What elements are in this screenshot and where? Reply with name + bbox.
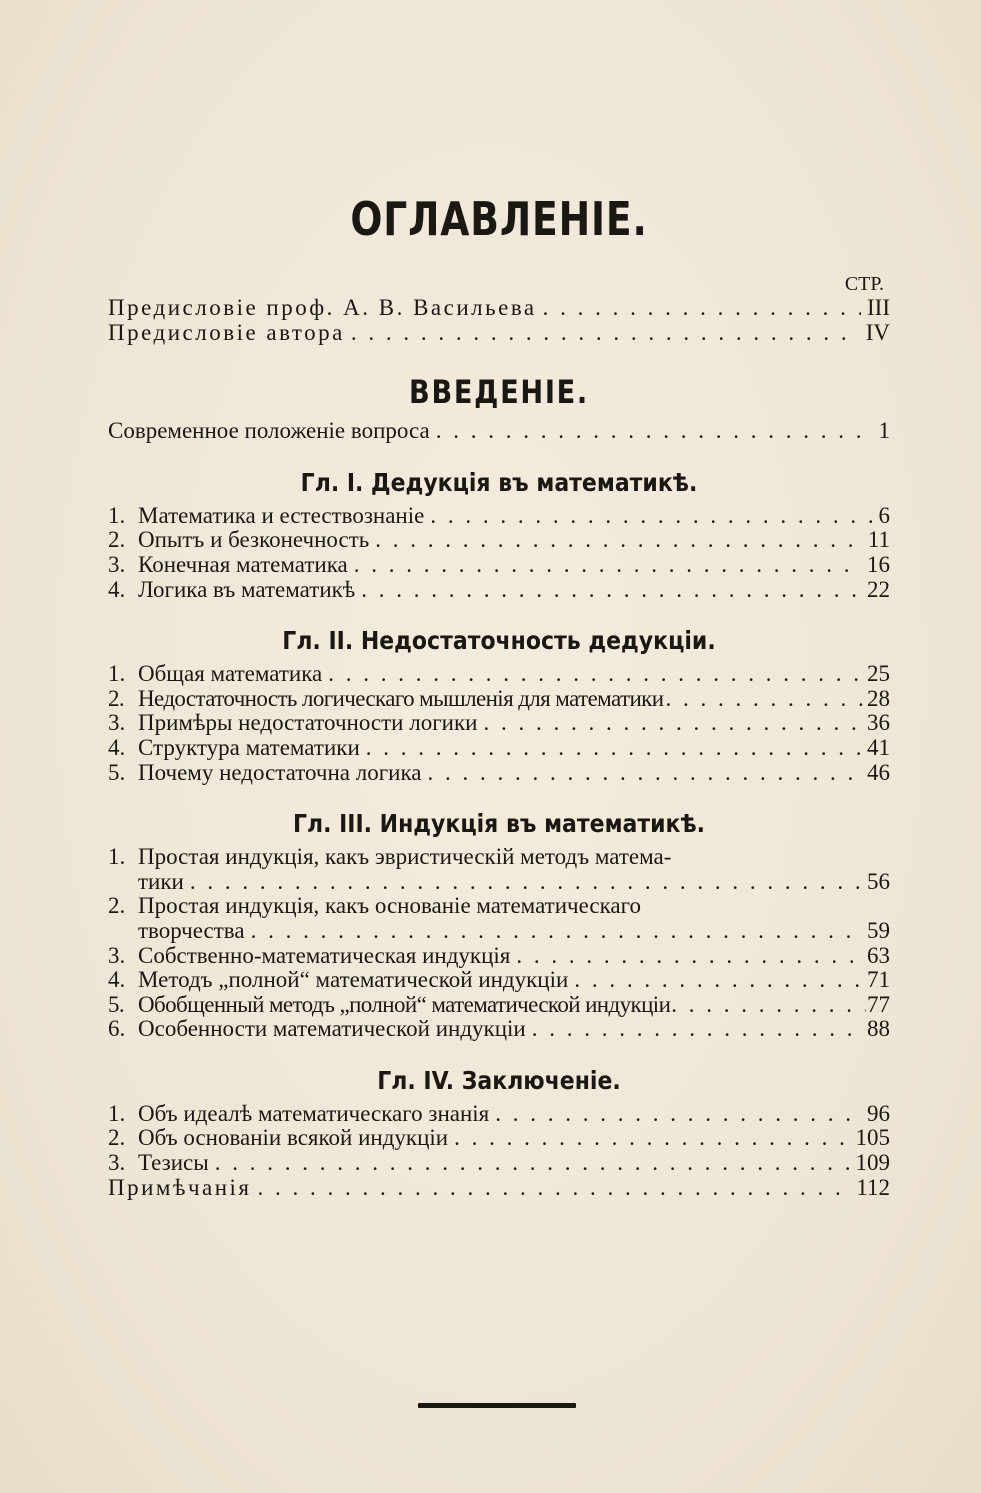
entry-number: 4. <box>108 967 126 993</box>
entry-number: 1. <box>108 661 126 687</box>
entry-number: 4. <box>108 576 126 602</box>
entry-title: Особенности математической индукціи <box>138 1016 526 1042</box>
toc-entry[interactable] <box>108 736 890 761</box>
page-title: ОГЛАВЛЕНІЕ. <box>350 192 648 246</box>
page-number: 96 <box>867 1100 890 1126</box>
leader-dots <box>430 504 872 529</box>
page-number: 112 <box>856 1174 890 1200</box>
entry-number: 2. <box>108 893 126 919</box>
page-number: 41 <box>867 734 890 760</box>
front-matter-list <box>108 296 890 345</box>
toc-entry[interactable] <box>108 1151 890 1176</box>
entry-title: Тезисы <box>138 1150 209 1176</box>
page-number: 71 <box>867 967 890 993</box>
leader-dots <box>436 419 873 444</box>
page-number: 63 <box>867 942 890 968</box>
leader-dots <box>351 321 860 346</box>
toc-entry[interactable] <box>108 553 890 578</box>
toc-entry[interactable] <box>108 1176 890 1201</box>
page-number: 6 <box>878 502 890 528</box>
toc-entry[interactable] <box>108 662 890 687</box>
page-number: 88 <box>867 1016 890 1042</box>
entry-title: Собственно-математическая индукція <box>138 942 511 968</box>
entry-title: Структура математики <box>138 734 360 760</box>
leader-dots <box>258 1176 851 1201</box>
entry-number: 2. <box>108 527 126 553</box>
entry-title: Почему недостаточна логика <box>138 759 422 785</box>
entry-title: Предисловіе автора <box>108 319 345 345</box>
toc-entry[interactable] <box>108 321 890 346</box>
chapter-heading: Гл. I. Дедукція въ математикѣ. <box>300 467 698 497</box>
leader-dots <box>361 578 861 603</box>
page-number: 59 <box>867 917 890 943</box>
chapter-list <box>108 504 890 602</box>
entry-title: Опытъ и безконечность <box>138 527 370 553</box>
leader-dots <box>215 1151 850 1176</box>
entry-number: 6. <box>108 1016 126 1042</box>
page-number: 22 <box>867 576 890 602</box>
page-number: 105 <box>855 1125 890 1151</box>
leader-dots <box>375 528 862 553</box>
chapter-heading: Гл. III. Индукція въ математикѣ. <box>292 809 706 839</box>
entry-title: Методъ „полной“ математической индукціи <box>138 967 569 993</box>
entry-number: 2. <box>108 685 125 711</box>
toc-entry[interactable] <box>108 711 890 736</box>
entry-number: 2. <box>108 1125 126 1151</box>
leader-dots <box>574 968 861 993</box>
page-number: 1 <box>878 418 890 444</box>
page-number: 28 <box>867 685 890 711</box>
toc-entry[interactable] <box>108 1017 890 1042</box>
leader-dots <box>454 1126 849 1151</box>
leader-dots <box>665 687 865 712</box>
chapter-list <box>108 1102 890 1200</box>
entry-title: Обобщенный методъ „полной“ математической индукціи <box>138 991 671 1017</box>
entry-title: Объ основаніи всякой индукціи <box>138 1125 449 1151</box>
page-number: 11 <box>867 527 890 553</box>
toc-entry[interactable] <box>108 845 890 894</box>
entry-number: 1. <box>108 1100 126 1126</box>
toc-entry[interactable] <box>108 944 890 969</box>
entry-number: 3. <box>108 1150 126 1176</box>
page-number: 16 <box>867 551 890 577</box>
leader-dots <box>543 296 861 321</box>
entry-number: 3. <box>108 551 126 577</box>
entry-number: 5. <box>108 759 126 785</box>
leader-dots <box>495 1102 861 1127</box>
entry-title: Конечная математика <box>138 551 348 577</box>
entry-title-continuation: тики <box>138 868 184 894</box>
page-number: 25 <box>867 661 890 687</box>
entry-number: 5. <box>108 991 125 1017</box>
page-number: 46 <box>867 759 890 785</box>
entry-title: Логика въ математикѣ <box>138 576 356 602</box>
entry-number: 4. <box>108 734 126 760</box>
entry-title: Простая индукція, какъ основаніе математическаго <box>138 893 641 919</box>
intro-list <box>108 419 890 444</box>
toc-entry[interactable] <box>108 419 890 444</box>
entry-title: Простая индукція, какъ эвристическій методъ матема- <box>138 844 672 870</box>
entry-title: Математика и естествознаніе <box>138 502 425 528</box>
toc-entry[interactable] <box>108 1126 890 1151</box>
toc-entry[interactable] <box>108 578 890 603</box>
page-number: IV <box>865 319 890 345</box>
chapter-heading: Гл. IV. Заключеніе. <box>377 1065 621 1095</box>
page-column-label: СТР. <box>844 273 884 295</box>
chapter-list <box>108 845 890 1042</box>
toc-entry[interactable] <box>108 528 890 553</box>
chapter-heading: Гл. II. Недостаточность дедукціи. <box>282 626 716 656</box>
chapter-list <box>108 662 890 785</box>
leader-dots <box>251 919 861 944</box>
entry-title-continuation: творчества <box>138 917 245 943</box>
leader-dots <box>354 553 861 578</box>
closing-rule <box>418 1403 576 1408</box>
leader-dots <box>532 1017 861 1042</box>
page-number: III <box>867 295 890 320</box>
entry-title: Современное положеніе вопроса <box>108 418 430 444</box>
leader-dots <box>190 870 861 895</box>
leader-dots <box>328 662 861 687</box>
entry-number: 1. <box>108 502 126 528</box>
toc-entry[interactable] <box>108 504 890 529</box>
leader-dots <box>671 993 866 1018</box>
table-of-contents <box>108 150 890 1200</box>
toc-entry[interactable] <box>108 968 890 993</box>
toc-entry[interactable] <box>108 296 890 321</box>
toc-entry[interactable] <box>108 761 890 786</box>
page-number: 109 <box>855 1150 890 1176</box>
entry-title: Примѣчанія <box>108 1174 252 1200</box>
entry-title: Недостаточность логическаго мышленія для математики <box>138 685 664 711</box>
page-number: 77 <box>867 991 890 1017</box>
entry-title: Предисловіе проф. А. В. Васильева <box>108 295 537 320</box>
leader-dots <box>516 944 861 969</box>
entry-title: Примѣры недостаточности логики <box>138 710 478 736</box>
entry-number: 3. <box>108 710 126 736</box>
entry-title: Объ идеалѣ математическаго знанія <box>138 1100 490 1126</box>
entry-number: 1. <box>108 844 126 870</box>
toc-entry[interactable] <box>108 894 890 943</box>
toc-entry[interactable] <box>108 993 890 1018</box>
toc-entry[interactable] <box>108 1102 890 1127</box>
entry-number: 3. <box>108 942 126 968</box>
entry-title: Общая математика <box>138 661 323 687</box>
leader-dots <box>483 711 861 736</box>
intro-heading: ВВЕДЕНІЕ. <box>409 373 589 412</box>
page-number: 36 <box>867 710 890 736</box>
page-number: 56 <box>867 868 890 894</box>
leader-dots <box>427 761 861 786</box>
leader-dots <box>366 736 861 761</box>
toc-entry[interactable] <box>108 687 890 712</box>
